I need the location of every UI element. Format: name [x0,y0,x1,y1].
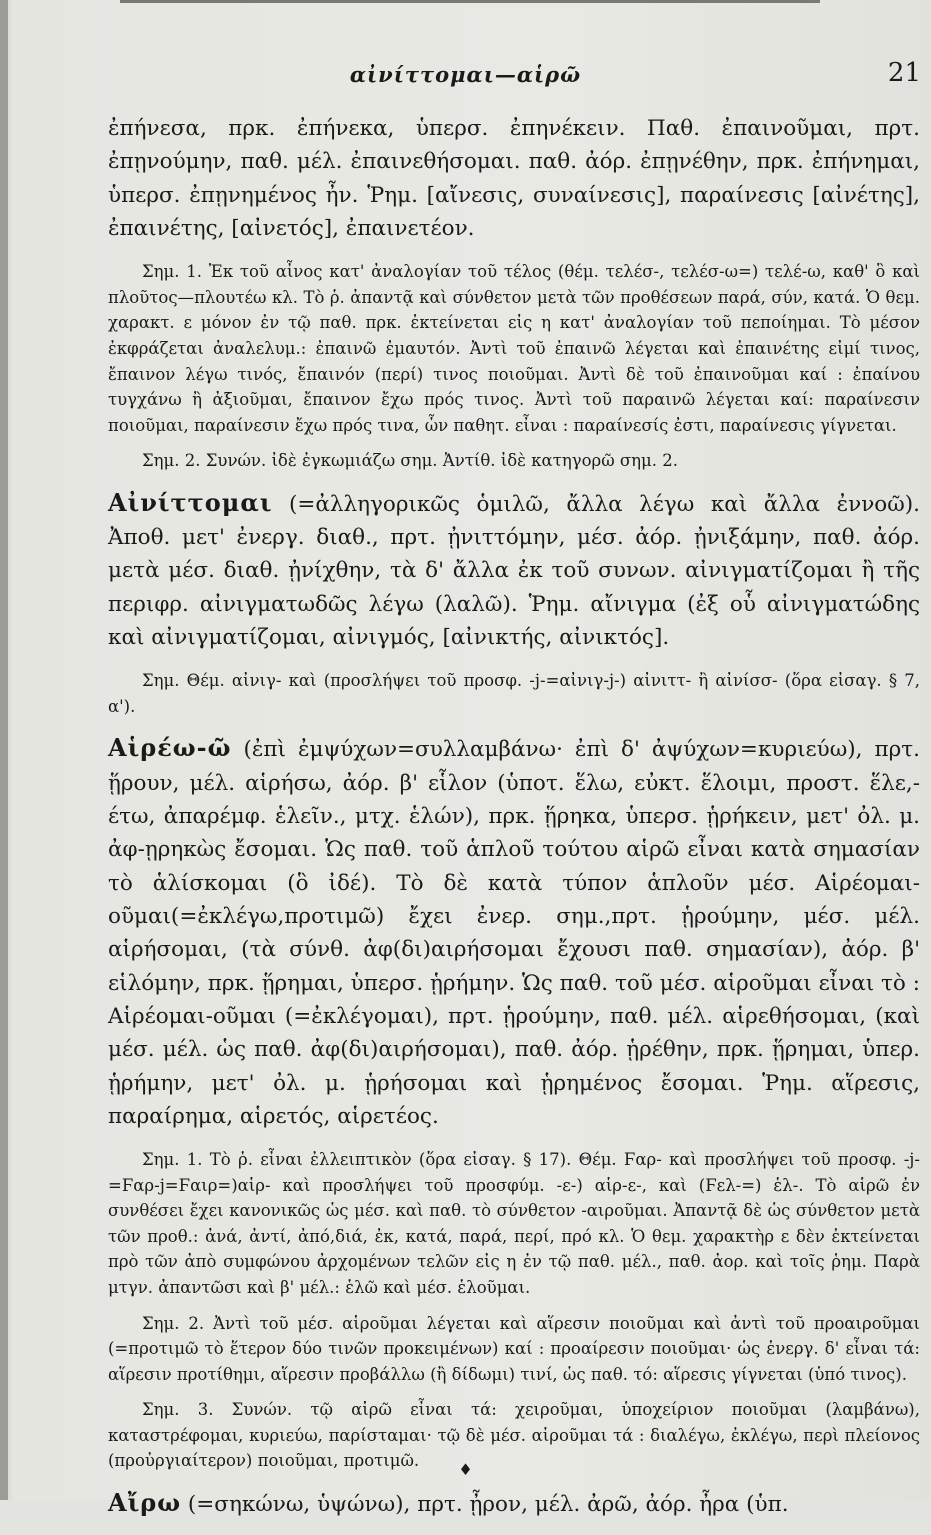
note-paragraph: Σημ. 2. Ἀντὶ τοῦ μέσ. αἱροῦμαι λέγεται καὶ αἵρεσιν ποιοῦμαι καὶ ἀντὶ τοῦ προαιροῦμαι (=προτιμῶ τὸ ἕτερον δύο τινῶν προκειμένων) καί : προαίρεσιν ποιοῦμαι· ὡς ἐνεργ. δ' εἶναι τά: αἵρεσιν προτίθημι, αἵρεσιν προβάλλω (ἢ δίδωμι) τινί, ὡς παθ. τό: αἵρεσις γίγνεται (ὑπό τινος). [108,1313,920,1384]
note-paragraph: Σημ. 2. Συνών. ἰδὲ ἐγκωμιάζω σημ. Ἀντίθ. ἰδὲ κατηγορῶ σημ. 2. [142,451,679,471]
dictionary-entry [108,729,920,1133]
page-spine-shadow [0,0,8,1500]
running-head: αἰνίττομαι—αἱρῶ [349,62,582,87]
note-paragraph: Σημ. Θέμ. αἰνιγ- καὶ (προσλήψει τοῦ προσφ. -j-=αἰνιγ-j-) αἰνιττ- ἢ αἰνίσσ- (ὅρα εἰσαγ. § 7, α'). [108,671,920,716]
entry-headword: Αἴρω [108,1487,182,1517]
entry-headword: Αἱρέω-ῶ [108,733,232,763]
note-paragraph: Σημ. 1. Τὸ ῥ. εἶναι ἐλλειπτικὸν (ὅρα εἰσαγ. § 17). Θέμ. Ϝαρ- καὶ προσλήψει τοῦ προσφ. -j-=Ϝαρ-j=Ϝαιρ=)αἱρ- καὶ προσλήψει τοῦ προσφύμ. -ε-) αἱρ-ε-, καὶ (Ϝελ-=) ἑλ-. Τὸ αἱρῶ ἐν συνθέσει ἔχει κανονικῶς ὡς μέσ. καὶ παθ. τὸ σύνθετον -αιροῦμαι. Ἀπαντᾷ δὲ ὡς σύνθετον μετὰ τῶν προθ.: ἀνά, ἀντί, ἀπό,διά, ἐκ, κατά, παρά, περί, πρό κλ. Ὁ θεμ. χαρακτὴρ ε δὲν ἐκτείνεται πρὸ τῶν ἀπὸ συμφώνου ἀρχομένων τελῶν εἰς η ἐν τῷ παθ. μέλ., παθ. ἀορ. καὶ τοῖς ῥημ. Παρὰ μτγν. ἀπαντῶσι καὶ β' μέλ.: ἑλῶ καὶ μέσ. ἑλοῦμαι. [108,1150,920,1297]
top-edge-line [120,0,820,3]
page-content [108,112,920,1535]
entry-headword: Αἰνίττομαι [108,487,273,517]
entry-text: (ἐπὶ ἐμψύχων=συλλαμβάνω· ἐπὶ δ' ἀψύχων=κυριεύω), πρτ. ᾕρουν, μέλ. αἱρήσω, ἀόρ. β' εἷλον (ὑποτ. ἕλω, εὐκτ. ἕλοιμι, προστ. ἕλε,-έτω, ἀπαρέμφ. ἑλεῖν., μτχ. ἑλών), πρκ. ᾕρηκα, ὑπερσ. ᾑρήκειν, μετ' ὀλ. μ. ἀφ-ῃρηκὼς ἔσομαι. Ὡς παθ. τοῦ ἁπλοῦ τούτου αἱρῶ εἶναι κατὰ σημασίαν τὸ ἁλίσκομαι (ὃ ἰδέ). Τὸ δὲ κατὰ τύπον ἁπλοῦν μέσ. Αἱρέομαι-οῦμαι(=ἐκλέγω,προτιμῶ) ἔχει ἐνερ. σημ.,πρτ. ᾑρούμην, μέσ. μέλ. αἱρήσομαι, (τὰ σύνθ. ἀφ(δι)αιρήσομαι ἔχουσι παθ. σημασίαν), ἀόρ. β' εἱλόμην, πρκ. ᾕρημαι, ὑπερσ. ᾑρήμην. Ὡς παθ. τοῦ μέσ. αἱροῦμαι εἶναι τὸ : Αἱρέομαι-οῦμαι (=ἐκλέγομαι), πρτ. ᾑρούμην, παθ. μέλ. αἱρεθήσομαι, (καὶ μέσ. μέλ. ὡς παθ. ἀφ(δι)αιρήσομαι), παθ. ἀόρ. ᾑρέθην, πρκ. ᾕρημαι, ὑπερ. ᾑρήμην, μετ' ὀλ. μ. ᾑρήσομαι καὶ ᾑρημένος ἔσομαι. Ῥημ. αἵρεσις, παραίρημα, αἱρετός, αἱρετέος. [108,737,920,1129]
body-paragraph: ἐπήνεσα, πρκ. ἐπήνεκα, ὑπερσ. ἐπηνέκειν. Παθ. ἐπαινοῦμαι, πρτ. ἐπῃνούμην, παθ. μέλ. ἐπαινεθήσομαι. παθ. ἀόρ. ἐπῃνέθην, πρκ. ἐπήνημαι, ὑπερσ. ἐπῃνημένος ἦν. Ῥημ. [αἴνεσις, συναίνεσις], παραίνεσις [αἰνέτης], ἐπαινέτης, [αἰνετός], ἐπαινετέον. [108,116,920,241]
entry-text: (=σηκώνω, ὑψώνω), πρτ. ᾖρον, μέλ. ἀρῶ, ἀόρ. ἦρα (ὑπ. [181,1491,789,1517]
dictionary-entry [108,1484,920,1521]
dictionary-entry [108,484,920,655]
bottom-ornament: ♦ [458,1460,473,1479]
page-number: 21 [887,58,921,88]
entry-text: (=ἀλληγορικῶς ὁμιλῶ, ἄλλα λέγω καὶ ἄλλα ἐννοῶ). Ἀποθ. μετ' ἐνεργ. διαθ., πρτ. ᾐνιττόμην, μέσ. ἀόρ. ᾐνιξάμην, παθ. ἀόρ. μετὰ μέσ. διαθ. ᾐνίχθην, τὰ δ' ἄλλα ἐκ τοῦ συνων. αἰνιγματίζομαι ἢ τῆς περιφρ. αἰνιγματωδῶς λέγω (λαλῶ). Ῥημ. αἴνιγμα (ἐξ οὗ αἰνιγματώδης καὶ αἰνιγματίζομαι, αἰνιγμός, [αἰνικτής, αἰνικτός]. [108,491,920,650]
note-paragraph: Σημ. 1. Ἐκ τοῦ αἶνος κατ' ἀναλογίαν τοῦ τέλος (θέμ. τελέσ-, τελέσ-ω=) τελέ-ω, καθ' ὃ καὶ πλοῦτος—πλουτέω κλ. Τὸ ῥ. ἀπαντᾷ καὶ σύνθετον μετὰ τῶν προθέσεων παρά, σύν, κατά. Ὁ θεμ. χαρακτ. ε μόνον ἐν τῷ παθ. πρκ. ἐκτείνεται εἰς η κατ' ἀναλογίαν τοῦ πεποίημαι. Τὸ μέσον ἐκφράζεται ἀναλελυμ.: ἐπαινῶ ἐμαυτόν. Ἀντὶ τοῦ ἐπαινῶ λέγεται καὶ ἐπαινέτης εἰμί τινος, ἔπαινον λέγω τινός, ἔπαινόν (περί) τινος ποιοῦμαι. Ἀντὶ δὲ τοῦ ἐπαινοῦμαι καί : ἐπαίνου τυγχάνω ἢ ἀξιοῦμαι, ἔπαινον ἔχω πρός τινος. Ἀντὶ τοῦ παραινῶ λέγεται καί: παραίνεσιν ποιοῦμαι, παραίνεσιν ἔχω πρός τινα, ὧν παθητ. εἶναι : παραίνεσίς ἐστι, παραίνεσις γίγνεται. [108,262,920,435]
note-paragraph: Σημ. 3. Συνών. τῷ αἱρῶ εἶναι τά: χειροῦμαι, ὑποχείριον ποιοῦμαι (λαμβάνω), καταστρέφομαι, κυριεύω, παρίσταμαι· τῷ δὲ μέσ. αἱροῦμαι τά : διαλέγω, ἐκλέγω, περὶ πλείονος (προὐργιαίτερον) ποιοῦμαι, προτιμῶ. [108,1400,920,1471]
